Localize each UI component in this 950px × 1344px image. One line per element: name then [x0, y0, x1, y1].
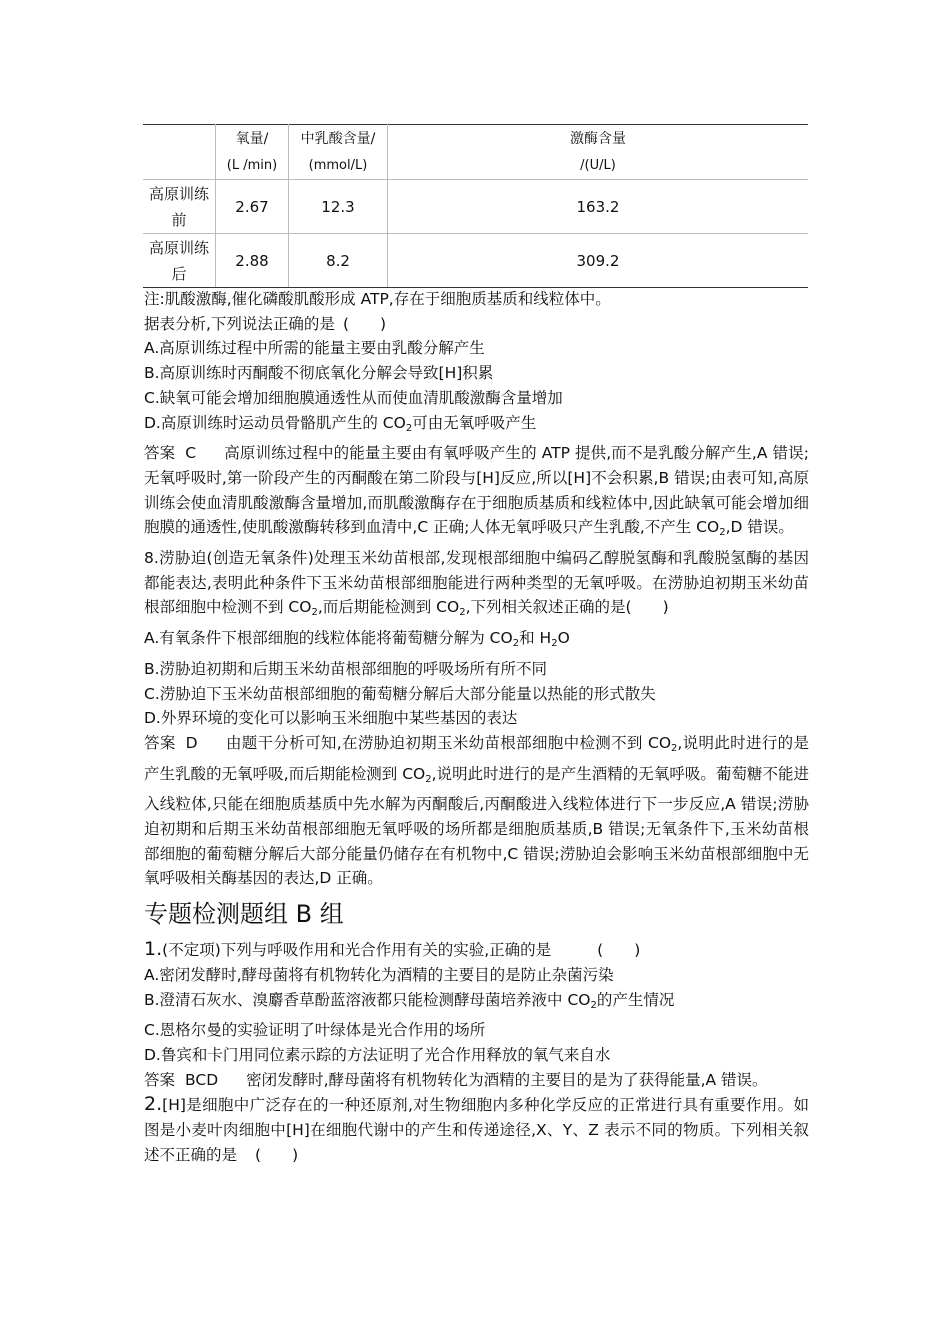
q7-stem-text: 据表分析,下列说法正确的是	[144, 314, 335, 333]
option-a-text: O	[557, 629, 570, 648]
row-label-line1: 高原训练	[148, 184, 209, 203]
q8-stem-text: 8.涝胁迫(创造无氧条件)处理玉米幼苗根部,发现根部细胞中编码乙醇脱氢酶和乳酸脱氢酶的基因都能表达,表明此种条件下玉米幼苗根部细胞能进行两种类型的无氧呼吸。在涝胁迫初期玉米幼苗根部细胞中检测不到 CO	[144, 549, 809, 617]
option-d	[144, 411, 809, 442]
question-stem	[144, 1092, 809, 1167]
answer-label: 答案	[144, 1070, 176, 1089]
table-row	[143, 180, 808, 234]
header-o2-line2: (L /min)	[226, 157, 278, 173]
subscript: 2	[405, 422, 413, 434]
answer-explanation	[144, 1068, 809, 1093]
answer-label: 答案	[144, 444, 176, 463]
subscript: 2	[425, 773, 432, 785]
answer-key: D	[185, 733, 198, 752]
subscript: 2	[590, 999, 597, 1011]
option-c: C.涝胁迫下玉米幼苗根部细胞的葡萄糖分解后大部分能量以热能的形式散失	[144, 684, 656, 703]
table-header-cell	[388, 125, 809, 180]
data-table	[143, 124, 808, 288]
option-b-text: 的产生情况	[596, 990, 675, 1009]
table-header-cell	[289, 125, 388, 180]
row-label	[143, 180, 216, 234]
option-b: B.涝胁迫初期和后期玉米幼苗根部细胞的呼吸场所有所不同	[144, 659, 548, 678]
b1-stem-text: (不定项)下列与呼吸作用和光合作用有关的实验,正确的是	[162, 941, 552, 960]
cell-lactate: 8.2	[289, 234, 388, 288]
answer-explanation	[144, 731, 809, 891]
header-lactate-line1: 中乳酸含量/	[300, 130, 376, 147]
option-a: A.高原训练过程中所需的能量主要由乳酸分解产生	[144, 339, 485, 358]
question-stem	[144, 937, 809, 963]
answer-text: 由题干分析可知,在涝胁迫初期玉米幼苗根部细胞中检测不到 CO	[225, 733, 672, 752]
option-b	[144, 988, 809, 1019]
cell-o2: 2.88	[216, 234, 289, 288]
option-d: D.外界环境的变化可以影响玉米细胞中某些基因的表达	[144, 709, 518, 728]
header-kinase-line1: 激酶含量	[570, 130, 626, 147]
b2-stem-text: [H]是细胞中广泛存在的一种还原剂,对生物细胞内多种化学反应的正常进行具有重要作用。如图是小麦叶肉细胞中[H]在细胞代谢中的产生和传递途径,X、Y、Z 表示不同的物质。下列相关叙述不正确的是	[144, 1096, 809, 1164]
option-d: D.鲁宾和卡门用同位素示踪的方法证明了光合作用释放的氧气来自水	[144, 1045, 611, 1064]
table-header-row	[143, 125, 808, 180]
answer-paren: ( )	[597, 941, 641, 960]
answer-text: 密闭发酵时,酵母菌将有机物转化为酒精的主要目的是为了获得能量,A 错误。	[246, 1070, 768, 1089]
q8-stem-text: ,下列相关叙述正确的是( )	[465, 598, 669, 617]
subscript: 2	[311, 607, 318, 619]
option-d-text: D.高原训练时运动员骨骼肌产生的 CO	[144, 413, 406, 432]
option-a	[144, 626, 809, 657]
subscript: 2	[551, 638, 558, 650]
header-kinase-line2: /(U/L)	[580, 157, 616, 173]
table-note: 注:肌酸激酶,催化磷酸肌酸形成 ATP,存在于细胞质基质和线粒体中。	[144, 290, 611, 308]
option-a-text: A.有氧条件下根部细胞的线粒体能将葡萄糖分解为 CO	[144, 629, 513, 648]
answer-key: C	[185, 444, 197, 463]
subscript: 2	[671, 742, 678, 754]
answer-text: ,D 错误。	[725, 518, 794, 537]
table-header-cell	[143, 125, 216, 180]
question-content	[144, 287, 809, 1168]
answer-label: 答案	[144, 733, 176, 752]
answer-text: 高原训练过程中的能量主要由有氧呼吸产生的 ATP 提供,而不是乳酸分解产生,A 错误;无氧呼吸时,第一阶段产生的丙酮酸在第二阶段与[H]反应,所以[H]不会积累,B 错误;由表可知,高原训练会使血清肌酸激酶含量增加,而肌酸激酶存在于细胞质基质和线粒体中,因此缺氧可能会增加细胞膜的通透性,使肌酸激酶转移到血清中,C 正确;人体无氧呼吸只产生乳酸,不产生 CO	[144, 444, 809, 537]
option-a: A.密闭发酵时,酵母菌将有机物转化为酒精的主要目的是防止杂菌污染	[144, 965, 614, 984]
cell-kinase: 163.2	[388, 180, 809, 234]
answer-paren: ( )	[342, 314, 387, 333]
option-d-text: 可由无氧呼吸产生	[412, 413, 537, 432]
answer-paren: ( )	[255, 1145, 299, 1164]
header-lactate-line2: (mmol/L)	[308, 157, 368, 173]
question-number: 2.	[144, 1093, 163, 1116]
cell-o2: 2.67	[216, 180, 289, 234]
subscript: 2	[512, 638, 520, 650]
table-row	[143, 234, 808, 288]
subscript: 2	[459, 607, 466, 619]
row-label-line2: 后	[171, 264, 187, 283]
row-label-line2: 前	[171, 210, 187, 229]
option-c: C.恩格尔曼的实验证明了叶绿体是光合作用的场所	[144, 1021, 486, 1040]
subscript: 2	[719, 527, 726, 539]
option-b-text: B.澄清石灰水、溴麝香草酚蓝溶液都只能检测酵母菌培养液中 CO	[144, 990, 591, 1009]
answer-text: ,说明此时进行的是产生酒精的无氧呼吸。葡萄糖不能进入线粒体,只能在细胞质基质中先水解为丙酮酸后,丙酮酸进入线粒体进行下一步反应,A 错误;涝胁迫初期和后期玉米幼苗根部细胞无氧呼吸的场所都是细胞质基质,B 错误;无氧条件下,玉米幼苗根部细胞的葡萄糖分解后大部分能量仍储存在有机物中,C 错误;涝胁迫会影响玉米幼苗根部细胞中无氧呼吸相关酶基因的表达,D 正确。	[144, 764, 809, 888]
answer-text: ,说明此时进行的是产生乳酸的无氧呼吸,而后期能检测到 CO	[144, 733, 809, 783]
row-label-line1: 高原训练	[148, 238, 209, 257]
header-o2-line1: 氧量/	[235, 130, 269, 147]
answer-key: BCD	[185, 1070, 219, 1089]
cell-kinase: 309.2	[388, 234, 809, 288]
option-b: B.高原训练时丙酮酸不彻底氧化分解会导致[H]积累	[144, 364, 494, 383]
row-label	[143, 234, 216, 288]
question-stem	[144, 312, 809, 337]
table-header-cell	[216, 125, 289, 180]
cell-lactate: 12.3	[289, 180, 388, 234]
option-a-text: 和 H	[519, 629, 552, 648]
question-number: 1.	[144, 938, 163, 961]
option-c: C.缺氧可能会增加细胞膜通透性从而使血清肌酸激酶含量增加	[144, 388, 563, 407]
section-title: 专题检测题组 B 组	[144, 900, 344, 929]
question-stem	[144, 546, 809, 626]
answer-explanation	[144, 441, 809, 546]
q8-stem-text: ,而后期能检测到 CO	[317, 598, 460, 617]
